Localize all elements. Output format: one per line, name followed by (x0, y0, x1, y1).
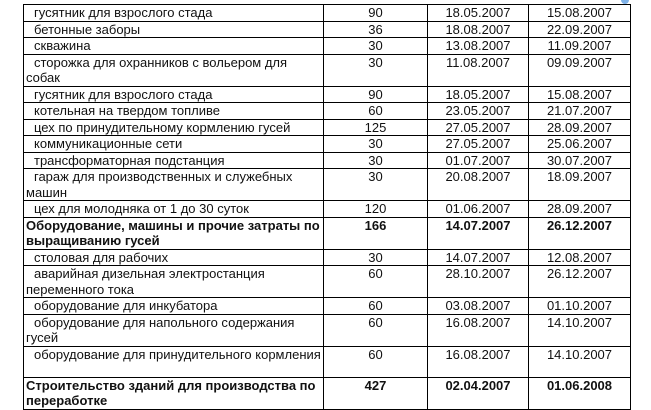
duration-cell[interactable] (324, 298, 428, 315)
table-row (24, 152, 631, 169)
duration-text: 30 (368, 136, 383, 151)
end-date-text: 21.07.2007 (546, 103, 613, 118)
start-date-text: 27.05.2007 (445, 119, 511, 135)
table-row (24, 249, 631, 266)
task-name-text: аварийная дизельная электростанция переменного тока (26, 266, 265, 297)
start-date-cell[interactable] (428, 5, 529, 22)
duration-text: 36 (368, 21, 383, 37)
table-row (24, 346, 631, 377)
end-date-text: 11.09.2007 (547, 38, 612, 53)
duration-text: 30 (368, 152, 383, 168)
end-date-cell[interactable] (529, 5, 631, 22)
task-name-text: трансформаторная подстанция (34, 152, 225, 168)
start-date-cell[interactable] (428, 38, 529, 55)
section-row (24, 377, 631, 409)
table-row (24, 266, 631, 298)
start-date-cell[interactable] (428, 377, 529, 409)
start-date-cell[interactable] (428, 201, 529, 218)
start-date-cell[interactable] (428, 217, 529, 249)
task-name-text: Строительство зданий для производства по переработке (26, 377, 316, 408)
duration-text: 30 (368, 249, 383, 265)
end-date-text: 18.09.2007 (546, 169, 613, 184)
start-date-text: 03.08.2007 (445, 298, 511, 313)
duration-cell[interactable] (324, 346, 428, 377)
task-name-cell[interactable] (24, 169, 324, 201)
end-date-text: 01.10.2007 (546, 298, 613, 313)
task-name-text: гараж для производственных и служебных машин (26, 169, 293, 200)
task-name-cell[interactable] (24, 103, 324, 120)
end-date-cell[interactable] (529, 103, 631, 120)
task-name-text: гусятник для взрослого стада (34, 86, 213, 102)
duration-cell[interactable] (324, 103, 428, 120)
task-name-cell[interactable] (24, 54, 324, 86)
duration-text: 90 (368, 86, 383, 102)
start-date-text: 18.05.2007 (445, 86, 511, 102)
start-date-text: 13.08.2007 (445, 38, 511, 53)
duration-cell[interactable] (324, 5, 428, 22)
duration-cell[interactable] (324, 314, 428, 346)
end-date-cell[interactable] (529, 314, 631, 346)
end-date-text: 15.08.2007 (546, 86, 613, 102)
end-date-text: 15.08.2007 (546, 5, 613, 20)
task-name-cell[interactable] (24, 298, 324, 315)
task-name-text: котельная на твердом топливе (34, 103, 220, 118)
duration-cell[interactable] (324, 266, 428, 298)
end-date-text: 26.12.2007 (546, 217, 613, 233)
start-date-text: 14.07.2007 (445, 217, 511, 233)
start-date-text: 01.07.2007 (445, 152, 511, 168)
start-date-text: 23.05.2007 (445, 103, 511, 118)
start-date-cell[interactable] (428, 266, 529, 298)
task-name-text: цех для молодняка от 1 до 30 суток (34, 201, 249, 216)
table-row (24, 298, 631, 315)
task-name-cell[interactable] (24, 377, 324, 409)
end-date-text: 14.10.2007 (546, 314, 613, 330)
end-date-text: 09.09.2007 (546, 54, 613, 70)
duration-text: 166 (364, 217, 387, 233)
start-date-text: 28.10.2007 (445, 266, 511, 281)
duration-text: 90 (368, 5, 383, 20)
start-date-text: 02.04.2007 (445, 377, 511, 393)
table-row (24, 38, 631, 55)
table-row (24, 169, 631, 201)
duration-cell[interactable] (324, 169, 428, 201)
duration-text: 120 (364, 201, 387, 216)
start-date-cell[interactable] (428, 119, 529, 136)
end-date-text: 01.06.2008 (546, 377, 613, 393)
start-date-cell[interactable] (428, 249, 529, 266)
task-name-text: гусятник для взрослого стада (34, 5, 213, 20)
duration-text: 30 (368, 169, 383, 184)
task-name-cell[interactable] (24, 152, 324, 169)
task-name-cell[interactable] (24, 217, 324, 249)
table-row (24, 201, 631, 218)
start-date-text: 11.08.2007 (445, 54, 511, 70)
table-row (24, 103, 631, 120)
task-name-cell[interactable] (24, 201, 324, 218)
start-date-cell[interactable] (428, 346, 529, 377)
task-name-cell[interactable] (24, 86, 324, 103)
end-date-cell[interactable] (529, 38, 631, 55)
task-name-text: цех по принудительному кормлению гусей (34, 119, 291, 135)
duration-text: 60 (368, 314, 383, 330)
duration-cell[interactable] (324, 119, 428, 136)
end-date-cell[interactable] (529, 86, 631, 103)
duration-cell[interactable] (324, 21, 428, 38)
duration-cell[interactable] (324, 54, 428, 86)
end-date-text: 25.06.2007 (546, 136, 613, 151)
task-name-text: Оборудование, машины и прочие затраты по выращиванию гусей (26, 217, 320, 248)
end-date-cell[interactable] (529, 298, 631, 315)
duration-cell[interactable] (324, 136, 428, 153)
start-date-text: 18.08.2007 (445, 21, 511, 37)
end-date-text: 26.12.2007 (546, 266, 613, 281)
end-date-cell[interactable] (529, 136, 631, 153)
duration-text: 60 (368, 346, 383, 362)
end-date-cell[interactable] (529, 169, 631, 201)
duration-text: 125 (364, 119, 387, 135)
start-date-text: 27.05.2007 (445, 136, 511, 151)
end-date-text: 28.09.2007 (546, 119, 613, 135)
task-name-text: столовая для рабочих (34, 249, 169, 265)
duration-cell[interactable] (324, 377, 428, 409)
task-name-cell[interactable] (24, 346, 324, 377)
end-date-text: 28.09.2007 (546, 201, 613, 216)
task-name-cell[interactable] (24, 314, 324, 346)
duration-text: 30 (368, 54, 383, 70)
table-row (24, 54, 631, 86)
task-name-text: коммуникационные сети (34, 136, 183, 151)
end-date-cell[interactable] (529, 266, 631, 298)
duration-cell[interactable] (324, 249, 428, 266)
task-name-text: сторожка для охранников с вольером для собак (26, 54, 288, 85)
duration-cell[interactable] (324, 201, 428, 218)
end-date-cell[interactable] (529, 152, 631, 169)
task-name-cell[interactable] (24, 21, 324, 38)
start-date-cell[interactable] (428, 298, 529, 315)
end-date-text: 22.09.2007 (546, 21, 613, 37)
end-date-text: 12.08.2007 (546, 249, 613, 265)
task-name-cell[interactable] (24, 5, 324, 22)
task-name-text: скважина (34, 38, 91, 53)
start-date-text: 01.06.2007 (445, 201, 511, 216)
task-name-text: оборудование для принудительного кормления (34, 346, 321, 362)
end-date-cell[interactable] (529, 217, 631, 249)
end-date-cell[interactable] (529, 21, 631, 38)
duration-text: 30 (368, 38, 383, 53)
table-row (24, 119, 631, 136)
start-date-cell[interactable] (428, 86, 529, 103)
schedule-table (23, 4, 631, 410)
duration-cell[interactable] (324, 152, 428, 169)
duration-cell[interactable] (324, 38, 428, 55)
start-date-cell[interactable] (428, 21, 529, 38)
task-name-text: оборудование для инкубатора (34, 298, 218, 313)
end-date-text: 14.10.2007 (546, 346, 613, 362)
table-row (24, 5, 631, 22)
start-date-cell[interactable] (428, 152, 529, 169)
table-row (24, 314, 631, 346)
table-row (24, 136, 631, 153)
task-name-cell[interactable] (24, 119, 324, 136)
section-row (24, 217, 631, 249)
task-name-text: бетонные заборы (34, 21, 141, 37)
duration-cell[interactable] (324, 217, 428, 249)
end-date-cell[interactable] (529, 119, 631, 136)
start-date-cell[interactable] (428, 314, 529, 346)
task-name-cell[interactable] (24, 136, 324, 153)
table-row (24, 21, 631, 38)
start-date-cell[interactable] (428, 136, 529, 153)
end-date-text: 30.07.2007 (546, 152, 613, 168)
duration-text: 427 (364, 377, 387, 393)
start-date-text: 14.07.2007 (445, 249, 511, 265)
end-date-cell[interactable] (529, 54, 631, 86)
duration-text: 60 (368, 298, 383, 313)
start-date-cell[interactable] (428, 169, 529, 201)
task-name-text: оборудование для напольного содержания гусей (26, 314, 295, 345)
task-name-cell[interactable] (24, 266, 324, 298)
start-date-text: 18.05.2007 (445, 5, 511, 20)
end-date-cell[interactable] (529, 201, 631, 218)
duration-text: 60 (368, 266, 383, 281)
start-date-text: 20.08.2007 (445, 169, 511, 184)
start-date-cell[interactable] (428, 103, 529, 120)
start-date-cell[interactable] (428, 54, 529, 86)
end-date-cell[interactable] (529, 377, 631, 409)
start-date-text: 16.08.2007 (445, 346, 511, 362)
start-date-text: 16.08.2007 (445, 314, 511, 330)
duration-text: 60 (368, 103, 383, 118)
table-row (24, 86, 631, 103)
task-name-cell[interactable] (24, 249, 324, 266)
end-date-cell[interactable] (529, 249, 631, 266)
duration-cell[interactable] (324, 86, 428, 103)
task-name-cell[interactable] (24, 38, 324, 55)
end-date-cell[interactable] (529, 346, 631, 377)
